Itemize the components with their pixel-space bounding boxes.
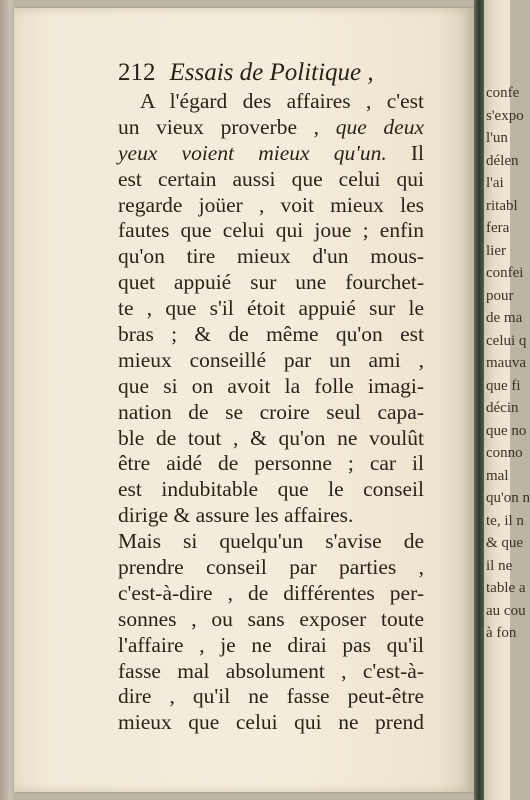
text-line: c'est-à-dire , de différentes per-	[118, 580, 424, 605]
facing-page-fragment: de ma	[486, 310, 523, 326]
facing-page-fragment: qu'on n	[486, 490, 530, 506]
text-line	[118, 115, 424, 141]
facing-page-fragment: mauva	[486, 355, 526, 371]
text-line: prendre conseil par parties ,	[118, 555, 424, 580]
facing-page-fragment: table a	[486, 580, 526, 596]
text-line-italic: yeux voient mieux qu'un.	[118, 140, 387, 165]
facing-page-fragment: fera	[486, 220, 510, 236]
text-line: est certain aussi que celui qui	[118, 166, 424, 191]
facing-page-fragment: l'un	[486, 130, 508, 146]
text-line-part: Il	[386, 140, 424, 165]
text-line: est indubitable que le conseil	[118, 477, 424, 502]
facing-page-fragment: que no	[486, 422, 527, 439]
text-line	[118, 141, 424, 167]
facing-page-fragment: pour	[486, 287, 514, 304]
running-title: Essais de Politique ,	[169, 59, 374, 86]
facing-page-fragment: te, il n	[486, 512, 524, 529]
facing-page-fragment: lier	[486, 242, 506, 259]
running-header	[118, 58, 418, 88]
text-line: dire , qu'il ne fasse peut-être	[118, 684, 424, 709]
text-line: Mais si quelqu'un s'avise de	[118, 529, 424, 554]
book-gutter	[474, 0, 484, 800]
text-line: que si on avoit la folle imagi-	[118, 373, 424, 398]
facing-page-fragment: décin	[486, 400, 519, 416]
facing-page-edge	[484, 0, 530, 800]
text-line: A l'égard des affaires , c'est	[140, 89, 424, 113]
facing-page-fragment: mal	[486, 467, 509, 484]
text-line: te , que s'il étoit appuié sur le	[118, 296, 424, 321]
text-line: fautes que celui qui joue ; enfin	[118, 218, 424, 243]
facing-page-fragment: au cou	[486, 602, 526, 619]
facing-page-fragment: à fon	[486, 625, 517, 641]
facing-page-fragment: ritabl	[486, 197, 518, 214]
text-line: l'affaire , je ne dirai pas qu'il	[118, 632, 424, 657]
facing-page-fragment: celui q	[486, 332, 527, 349]
text-line: mieux que celui qui ne prend	[118, 710, 424, 735]
text-line: qu'on tire mieux d'un mous-	[118, 244, 424, 269]
facing-page-fragment: que fi	[486, 377, 521, 394]
text-line: regarde joüer , voit mieux les	[118, 192, 424, 217]
text-line: fasse mal absolument , c'est-à-	[118, 658, 424, 683]
text-line: mieux conseillé par un ami ,	[118, 347, 424, 372]
facing-page-fragment: l'ai	[486, 175, 504, 191]
text-line: sonnes , ou sans exposer toute	[118, 606, 424, 631]
facing-page-fragments	[486, 82, 530, 645]
text-line: quet appuié sur une fourchet-	[118, 270, 424, 295]
body-text	[118, 89, 424, 736]
facing-page-fragment: délen	[486, 152, 519, 169]
text-line: dirige & assure les affaires.	[118, 503, 354, 528]
facing-page-fragment: il ne	[486, 557, 513, 574]
facing-page-fragment: conno	[486, 445, 523, 461]
facing-page-fragment: s'expo	[486, 107, 524, 124]
text-line: nation de se croire seul capa-	[118, 399, 424, 424]
facing-page-fragment: confei	[486, 265, 524, 281]
text-line: bras ; & de même qu'on est	[118, 322, 424, 347]
facing-page-fragment: & que	[486, 535, 524, 551]
facing-page-fragment: confe	[486, 85, 520, 101]
text-line: être aidé de personne ; car il	[118, 451, 424, 476]
text-line-italic: que deux	[335, 114, 424, 139]
page-number: 212	[118, 59, 156, 86]
text-line-part: un vieux proverbe ,	[118, 114, 336, 139]
text-line: ble de tout , & qu'on ne voulût	[118, 425, 424, 450]
